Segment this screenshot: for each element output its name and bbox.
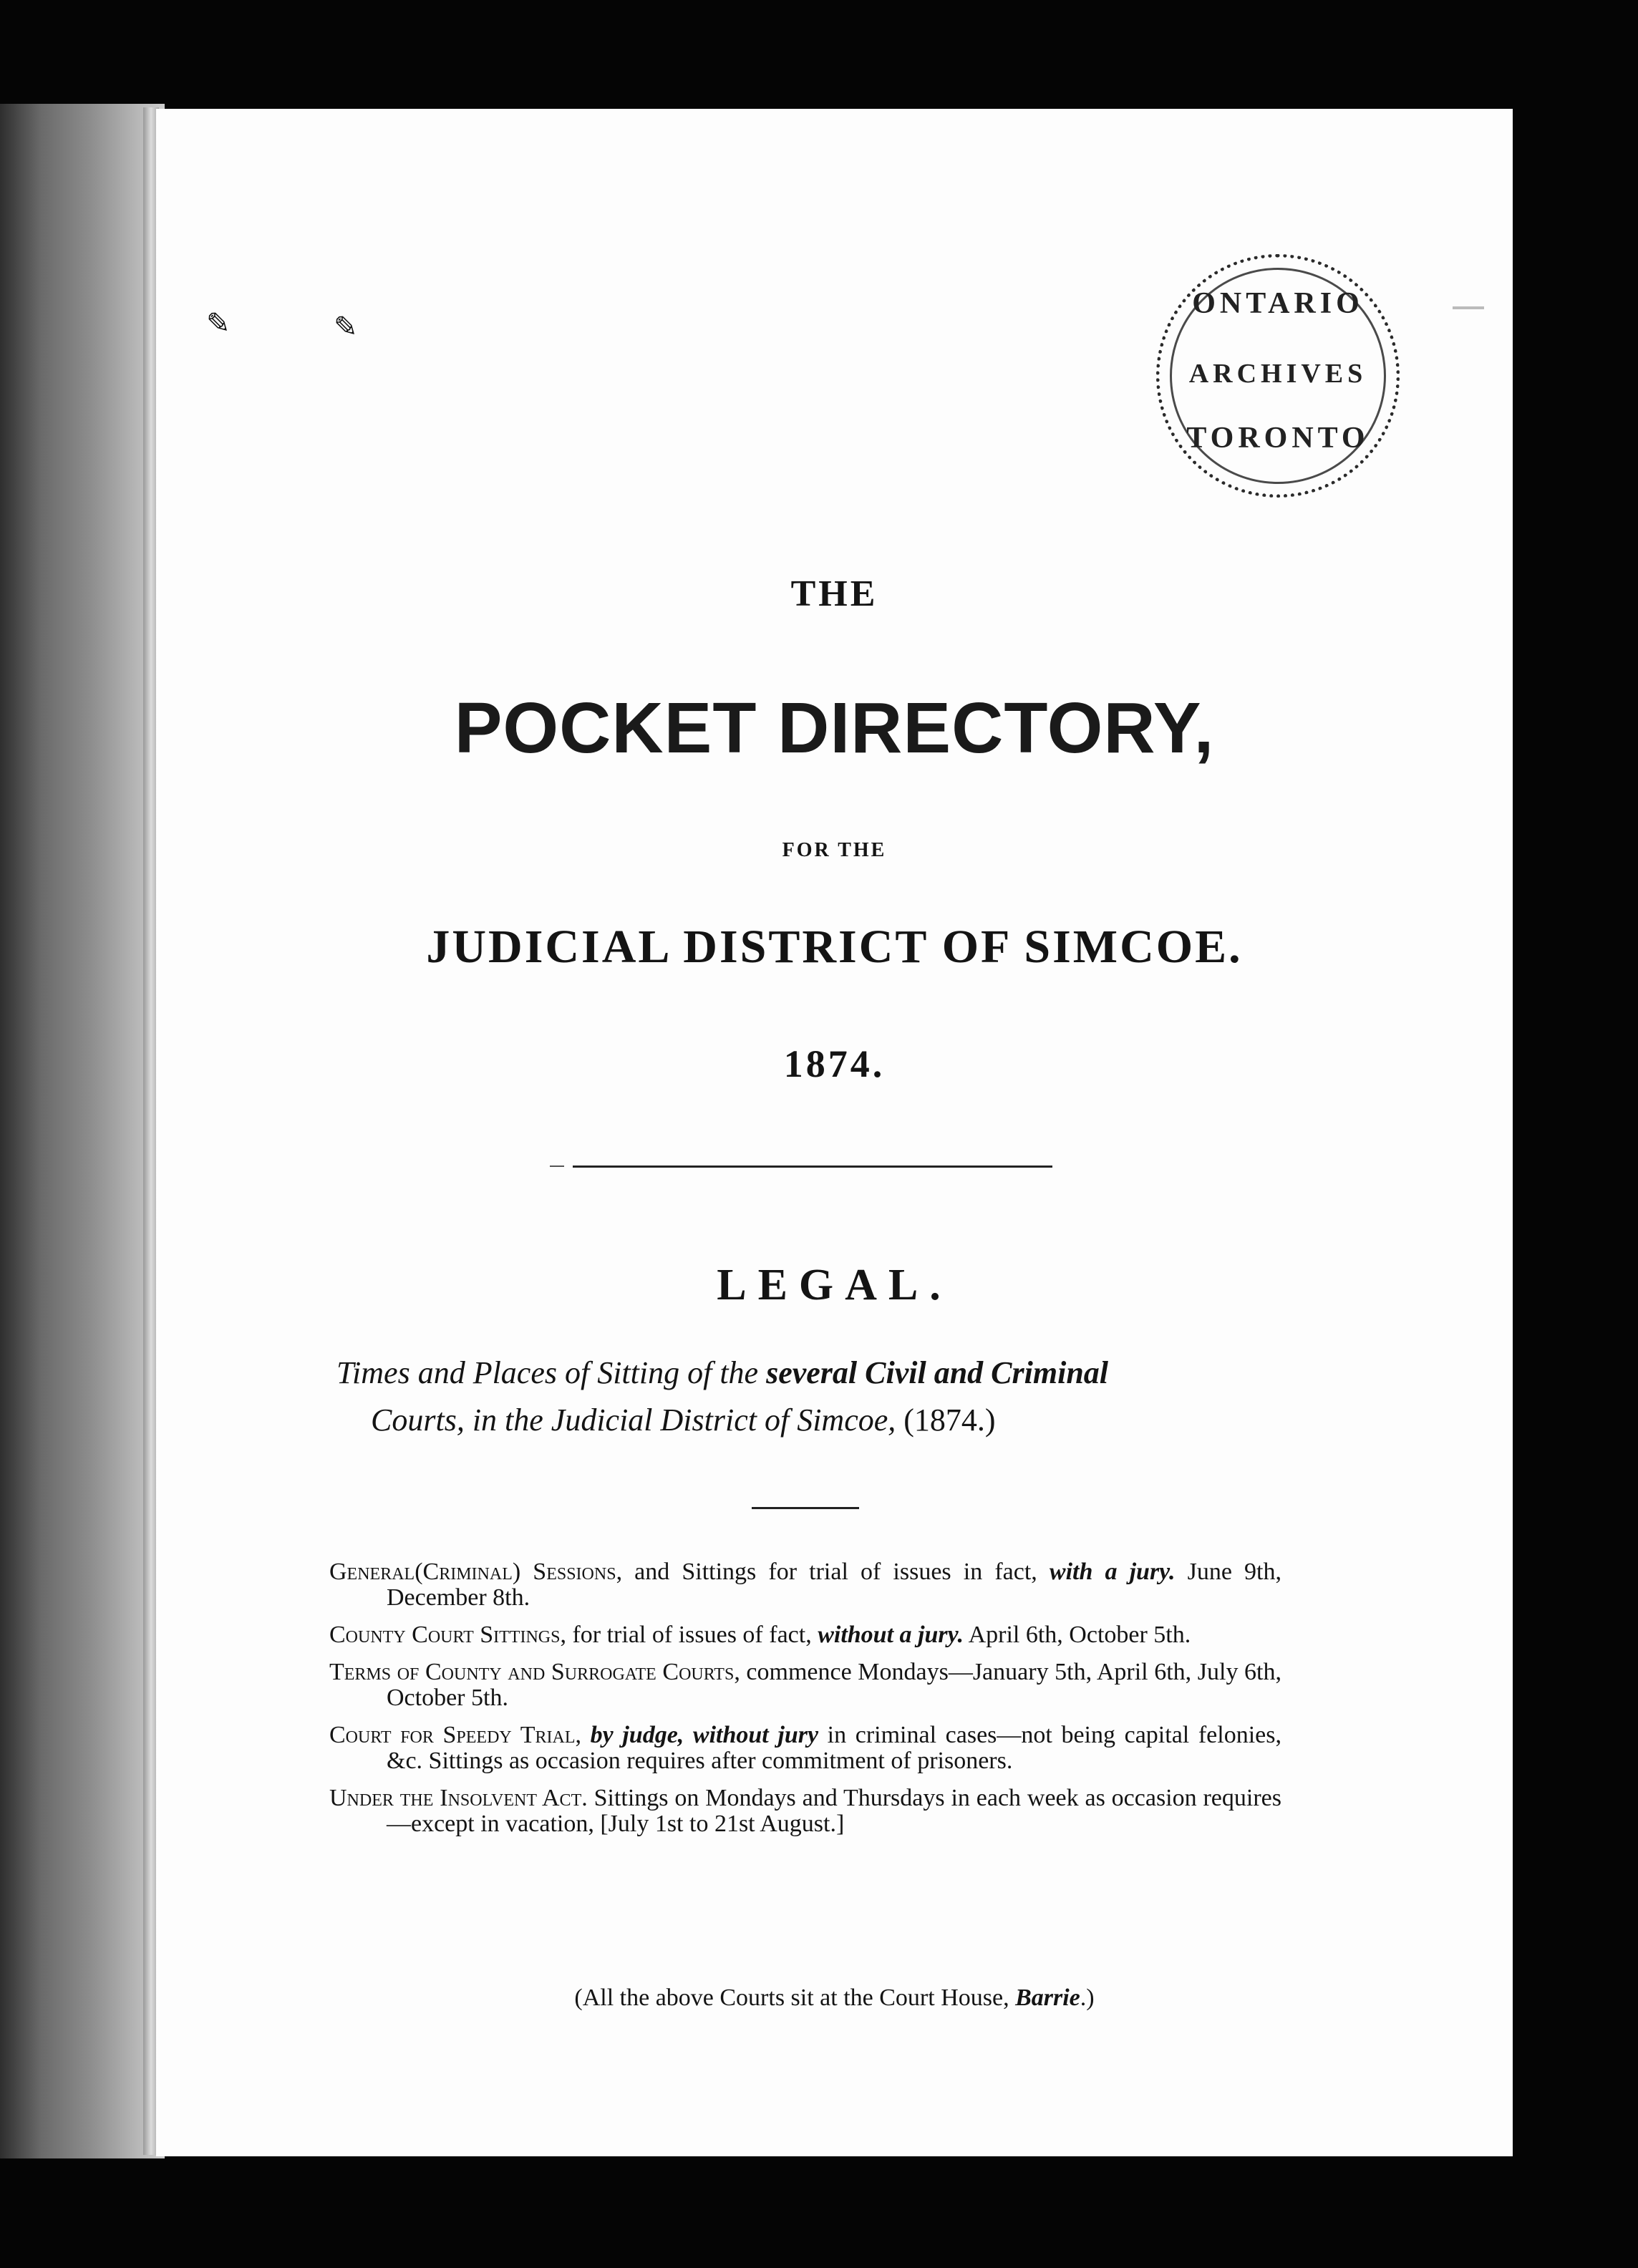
entry-lead: County Court Sittings [329,1622,561,1648]
divider-stub [550,1166,564,1167]
title-article: THE [790,573,878,614]
footer-end: .) [1080,1984,1095,2011]
subtitle-part-3: Courts, in the Judicial District of Simcoe, [371,1402,896,1438]
ink-blot-mark: ✎ [206,307,231,339]
entry-lead: General(Criminal) Sessions [329,1559,616,1585]
entry-lead: Court for Speedy Trial [329,1722,576,1748]
footer-text: (All the above Courts sit at the Court House, [574,1984,1009,2011]
short-divider [752,1507,859,1509]
list-item [329,1785,1281,1837]
title-connector: FOR THE [782,839,887,861]
archives-stamp [1156,254,1400,498]
subtitle-part-1: Times and Places of Sitting of the [336,1355,759,1390]
entry-emphasis: with a jury. [1049,1559,1176,1585]
page-title: POCKET DIRECTORY, [454,688,1215,768]
list-item [329,1659,1281,1711]
stamp-text-middle: ARCHIVES [1188,359,1367,389]
entry-lead: Under the Insolvent Act [329,1785,582,1811]
subtitle-part-2: several Civil and Criminal [766,1355,1109,1390]
entry-text: , commence Mondays—January 5th, April 6th, July 6th, October 5th. [387,1659,1281,1711]
entry-text: , for trial of issues of fact, [560,1622,818,1648]
list-item [329,1722,1281,1774]
entry-lead: Terms of County and Surrogate Courts [329,1659,735,1685]
entry-emphasis: by judge, without jury [590,1722,819,1748]
list-item [329,1559,1281,1611]
book-spine [0,104,165,2158]
stamp-text-bottom: TORONTO [1186,422,1370,455]
section-heading: LEGAL. [717,1261,952,1309]
footer-place: Barrie [1015,1984,1080,2011]
district-heading: JUDICIAL DISTRICT OF SIMCOE. [426,921,1243,973]
entry-text: . Sittings on Mondays and Thursdays in each week as occasion requires—except in vacation, [July 1st to 21st August.] [387,1785,1281,1837]
entry-emphasis: without a jury. [818,1622,964,1648]
entry-text: , [575,1722,591,1748]
footer-note [156,1984,1513,2012]
divider-line [573,1166,1052,1168]
entry-text: , and Sittings for trial of issues in fact, [616,1559,1050,1585]
corner-mark [1453,306,1484,309]
section-subtitle [336,1349,1289,1444]
ink-blot-mark: ✎ [334,311,358,343]
list-item [329,1622,1281,1648]
court-sittings-list [329,1559,1281,1848]
stamp-text-top: ONTARIO [1192,287,1364,320]
subtitle-part-4: (1874.) [903,1402,996,1438]
entry-text: June 9th, December 8th. [387,1559,1281,1611]
entry-text: in criminal cases—not being capital felonies, &c. Sittings as occasion requires after commitment of prisoners. [387,1722,1281,1774]
entry-text: April 6th, October 5th. [963,1622,1191,1648]
year-heading: 1874. [783,1042,886,1085]
